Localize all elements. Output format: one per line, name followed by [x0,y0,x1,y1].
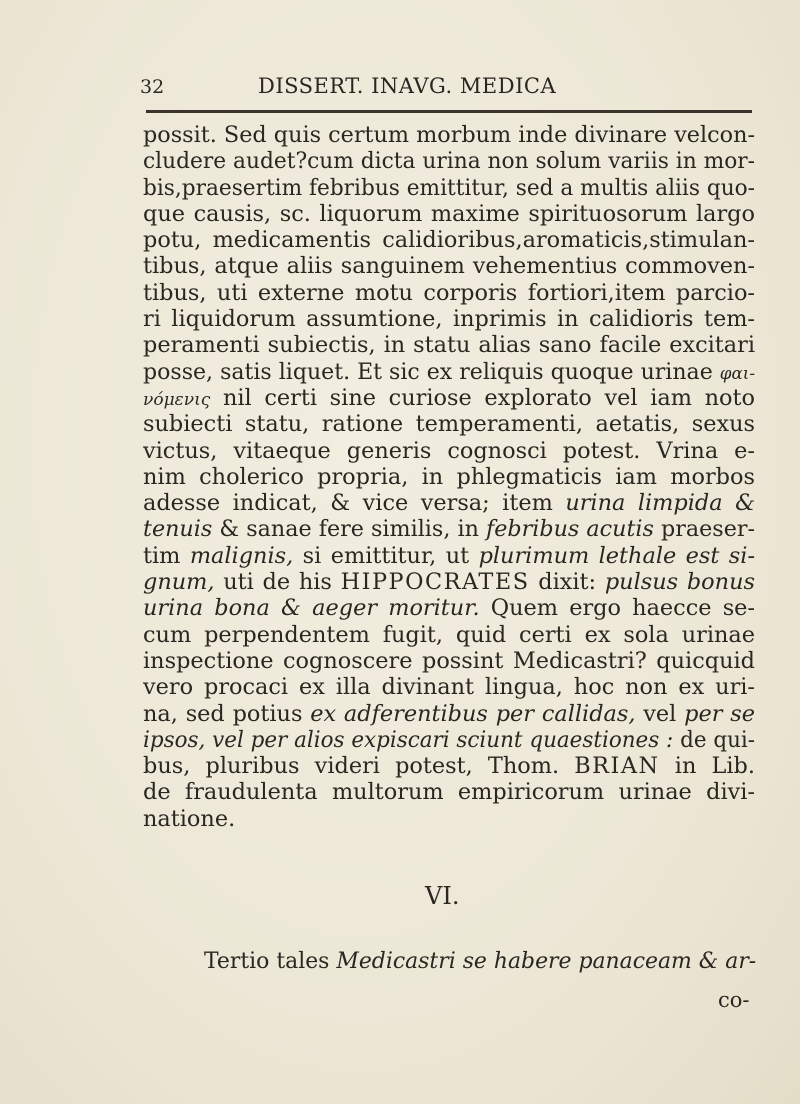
italic-run: plurimum lethale est si- [478,542,756,569]
text-line [143,253,755,279]
italic-run: urina bona & aeger moritur. [143,595,480,622]
italic-run: ex adferentibus per callidas, [310,700,636,727]
greek-word: νόμενις [143,389,211,410]
text-line [143,622,755,648]
text-line [143,674,755,700]
text-line [143,332,755,358]
text-run: cum perpendentem fugit, quid certi ex sola urinae [143,621,755,648]
text-line [143,779,755,805]
greek-word: φαι- [719,363,755,384]
page-header [140,66,752,100]
italic-run: urina limpida & [565,490,755,517]
text-run: potu, medicamentis calidioribus,aromaticis,stimulan- [143,227,755,254]
text-line [143,595,755,621]
text-run: de qui- [673,726,755,753]
next-paragraph [204,948,757,974]
text-run: nil certi sine curiose explorato vel iam noto [210,384,755,411]
italic-run: febribus acutis [485,516,654,543]
italic-run: tenuis [143,516,213,543]
text-run: victus, vitaeque generis cognosci potest. Vrina e- [143,437,755,464]
text-run: tibus, atque aliis sanguinem vehementius commoven- [143,253,755,280]
text-line [143,306,755,332]
text-line [143,175,755,201]
italic-run: ipsos, vel per alios expiscari sciunt quaestiones : [143,726,674,753]
text-run: Tertio tales [204,948,337,974]
text-run: na, sed potius [143,700,311,727]
text-line [143,543,755,569]
text-line [143,359,755,385]
text-run: cludere audet?cum dicta urina non solum variis in mor- [143,148,755,175]
text-run: adesse indicat, & vice versa; item [143,490,566,517]
text-line [143,411,755,437]
text-line [143,516,755,542]
text-run: que causis, sc. liquorum maxime spirituosorum largo [143,200,755,227]
text-line [143,569,755,595]
text-run: uti de his [214,569,341,596]
text-run: vel [635,700,685,727]
catchword: co- [718,988,750,1012]
text-line [143,806,755,832]
text-line [143,201,755,227]
small-caps-name: BRIAN [574,753,660,780]
text-run: peramenti subiectis, in statu alias sano facile excitari [143,332,755,359]
text-run: bus, pluribus videri potest, Thom. [143,753,575,780]
text-run: subiecti statu, ratione temperamenti, aetatis, sexus [143,411,755,438]
italic-run: gnum, [143,569,215,596]
text-run: Quem ergo haecce se- [479,595,755,622]
text-run: bis,praesertim febribus emittitur, sed a multis aliis quo- [143,174,755,201]
text-run: inspectione cognoscere possint Medicastri? quicquid [143,647,755,674]
text-run: si emittitur, ut [293,542,479,569]
italic-run: malignis, [189,542,294,569]
text-run: in Lib. [659,753,755,780]
text-line [143,438,755,464]
text-line [143,148,755,174]
text-run: ri liquidorum assumtione, inprimis in calidioris tem- [143,306,755,333]
text-run: dixit: [529,569,605,596]
text-run: de fraudulenta multorum empiricorum urinae divi- [143,779,755,806]
text-line [143,122,755,148]
text-run: vero procaci ex illa divinant lingua, hoc non ex uri- [143,674,755,701]
text-run: & sanae fere similis, in [212,516,486,543]
italic-run: pulsus bonus [604,569,755,596]
section-number: VI. [425,882,460,910]
text-line [143,280,755,306]
text-run: tibus, uti externe motu corporis fortiori,item parcio- [143,279,755,306]
text-run: praeser- [653,516,755,543]
text-line [143,227,755,253]
text-line [143,727,755,753]
body-text [143,122,755,832]
text-run: nim cholerico propria, in phlegmaticis iam morbos [143,463,755,490]
text-line [143,753,755,779]
italic-run: Medicastri se habere panaceam & ar- [336,948,757,974]
running-head: DISSERT. INAVG. MEDICA [258,74,557,98]
italic-run: per se [684,700,755,727]
text-line [143,701,755,727]
text-line [143,648,755,674]
text-line [143,385,755,411]
text-run: natione. [143,805,236,832]
text-line [143,490,755,516]
small-caps-name: HIPPOCRATES [340,569,530,596]
text-run: tim [143,542,190,569]
text-line [143,464,755,490]
text-run: possit. Sed quis certum morbum inde divinare velcon- [143,122,755,148]
header-rule [146,110,752,113]
page-number: 32 [140,76,165,98]
text-run: posse, satis liquet. Et sic ex reliquis quoque urinae [143,358,720,385]
